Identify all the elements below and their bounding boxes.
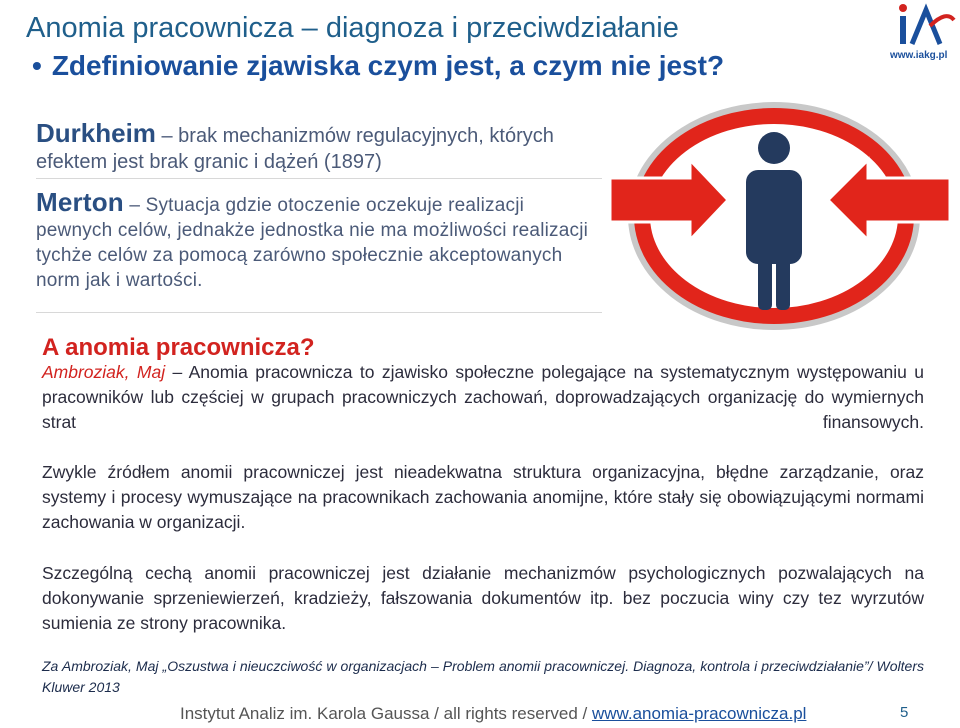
definition-text: – brak mechanizmów regulacyjnych, których efektem jest brak granic i dążeń (1897) [36,125,554,173]
footer [180,704,806,724]
logo-url: www.iakg.pl [890,50,948,61]
paragraph-feature: Szczególną cechą anomii pracowniczej jest działanie mechanizmów psychologicznych pozwalających na dokonywanie sprzeniewierzeń, kradzieży, fałszowania dokumentów itp. bez poczucia winy czy tez wyrzutów sumienia ze strony pracownika. [42,563,924,633]
paragraph-text: – Anomia pracownicza to zjawisko społeczne polegające na systematycznym występowaniu u pracowników lub częściej w grupach pracowniczych zachowań, doprowadzających organizację do wymiernych strat finansowych. [42,362,925,432]
footer-text: Instytut Analiz im. Karola Gaussa / all rights reserved / [180,704,592,723]
definition-merton [36,187,602,293]
section-title: A anomia pracownicza? [42,334,315,361]
paragraph-authors: Ambroziak, Maj [42,362,166,382]
footer-link[interactable]: www.anomia-pracownicza.pl [591,704,807,723]
divider [36,178,602,179]
definition-text: – Sytuacja gdzie otoczenie oczekuje realizacji pewnych celów, jednakże jednostka nie ma możliwości realizacji tychże celów za pomocą zarówno społecznie akceptowanych norm jak i wartości. [36,195,589,291]
definition-durkheim [36,120,602,175]
person-pressure-icon [606,90,954,346]
definition-author: Merton [36,187,124,217]
paragraph-sources: Zwykle źródłem anomii pracowniczej jest nieadekwatna struktura organizacyjna, błędne zarządzanie, oraz systemy i procesy wymuszające na pracownikach zachowania anomijne, które stały się obowiązującymi normami zachowania w organizacji. [42,462,924,532]
paragraph-definition [42,360,924,435]
bullet-icon: • [32,50,42,81]
slide-subtitle [32,50,724,82]
slide-title: Anomia pracownicza – diagnoza i przeciwdziałanie [26,12,679,44]
page-number: 5 [900,704,909,721]
logo [888,2,958,68]
definition-author: Durkheim [36,118,156,148]
divider [36,312,602,313]
iakg-logo-icon [888,2,958,52]
subtitle-text: Zdefiniowanie zjawiska czym jest, a czym nie jest? [51,50,725,81]
reference-citation: Za Ambroziak, Maj „Oszustwa i nieuczciwość w organizacjach – Problem anomii pracowniczej. Diagnoza, kontrola i przeciwdziałanie”/ Wolters Kluwer 2013 [42,658,924,695]
